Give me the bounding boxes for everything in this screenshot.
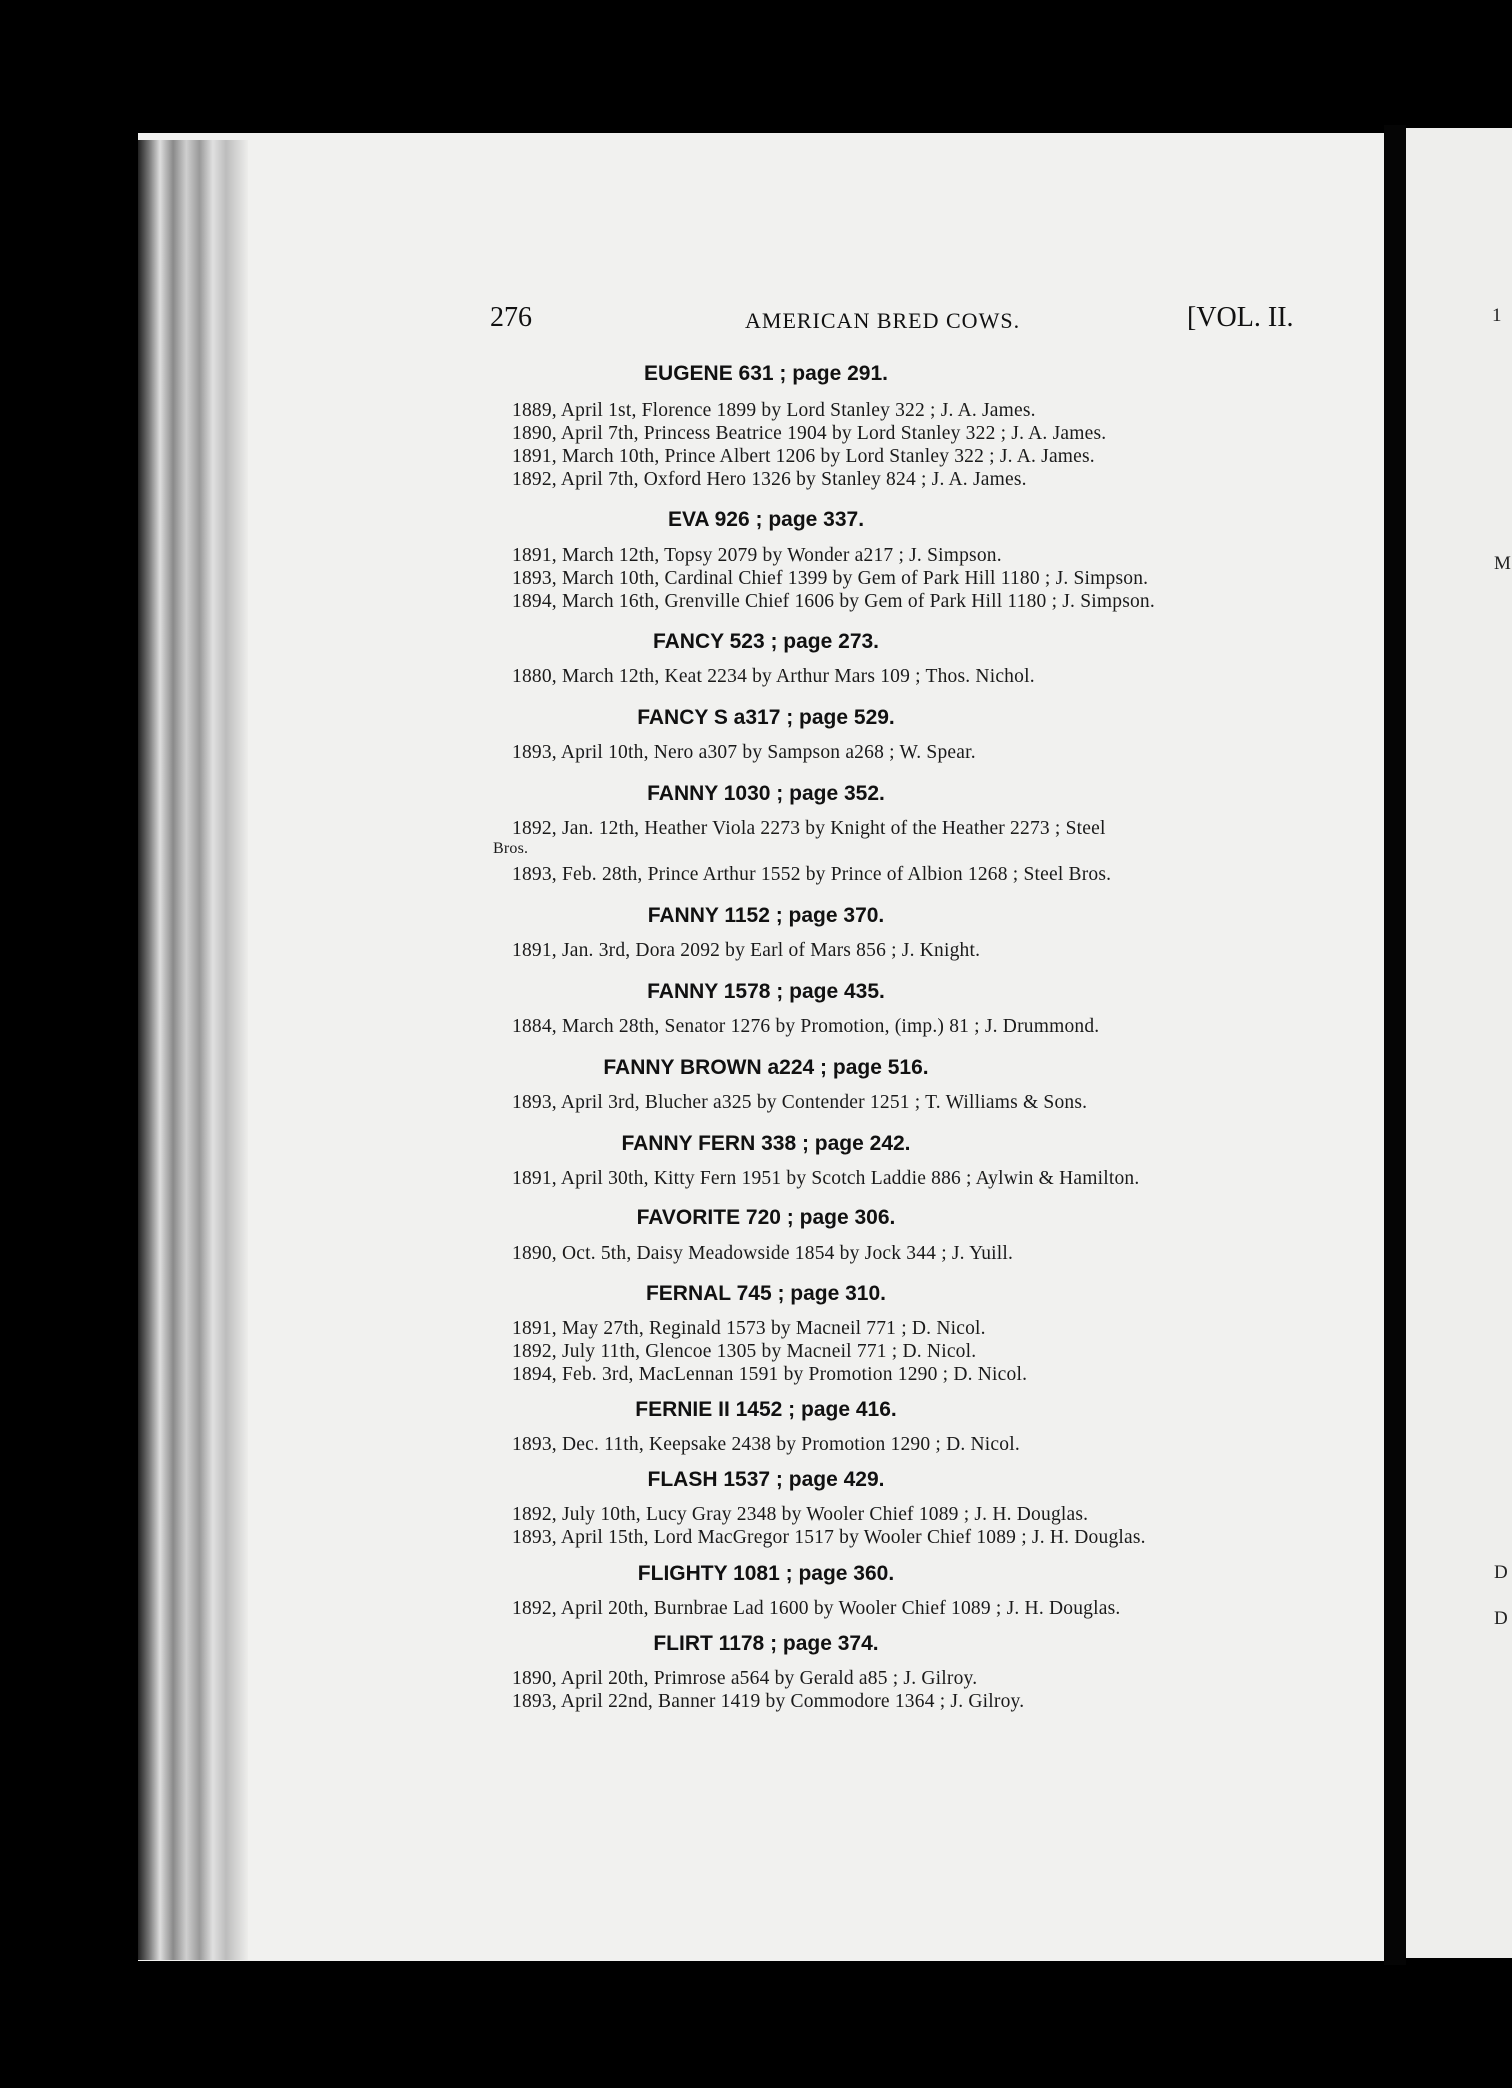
entry-record: 1892, April 20th, Burnbrae Lad 1600 by Wooler Chief 1089 ; J. H. Douglas. [512, 1598, 1121, 1619]
volume-label: [VOL. II. [1187, 302, 1294, 333]
entry-record: 1892, July 10th, Lucy Gray 2348 by Wooler Chief 1089 ; J. H. Douglas. [512, 1504, 1089, 1525]
entry-title: FANNY 1578 ; page 435. [647, 980, 885, 1003]
entry-record: 1892, Jan. 12th, Heather Viola 2273 by Knight of the Heather 2273 ; Steel [512, 818, 1106, 839]
page-number: 276 [490, 302, 532, 333]
entry-record: 1890, Oct. 5th, Daisy Meadowside 1854 by Jock 344 ; J. Yuill. [512, 1243, 1014, 1264]
entry-record: 1893, April 22nd, Banner 1419 by Commodore 1364 ; J. Gilroy. [512, 1691, 1025, 1712]
running-title: AMERICAN BRED COWS. [745, 308, 1021, 333]
entry-title: FANNY 1030 ; page 352. [647, 782, 885, 805]
entry-title: EVA 926 ; page 337. [667, 508, 865, 531]
page-edge-stack [138, 140, 248, 1960]
entry-title: FANNY FERN 338 ; page 242. [621, 1132, 911, 1155]
entry-title: FANNY 1152 ; page 370. [647, 904, 885, 927]
entry-record: 1890, April 20th, Primrose a564 by Gerald a85 ; J. Gilroy. [512, 1668, 978, 1689]
facing-page-fragment: D [1494, 1608, 1508, 1629]
entry-record: 1892, July 11th, Glencoe 1305 by Macneil 771 ; D. Nicol. [512, 1341, 977, 1362]
entry-record: 1891, March 12th, Topsy 2079 by Wonder a217 ; J. Simpson. [512, 545, 1002, 566]
entry-title: FLIGHTY 1081 ; page 360. [637, 1562, 895, 1585]
entry-record: 1889, April 1st, Florence 1899 by Lord Stanley 322 ; J. A. James. [512, 400, 1036, 421]
entry-record: 1894, Feb. 3rd, MacLennan 1591 by Promotion 1290 ; D. Nicol. [512, 1364, 1028, 1385]
entry-record-continuation: Bros. [493, 840, 529, 857]
entry-record: 1884, March 28th, Senator 1276 by Promotion, (imp.) 81 ; J. Drummond. [512, 1016, 1100, 1037]
entry-record: 1880, March 12th, Keat 2234 by Arthur Mars 109 ; Thos. Nichol. [512, 666, 1035, 687]
facing-page-fragment: M [1494, 553, 1511, 574]
entry-title: FANCY 523 ; page 273. [652, 630, 880, 653]
entry-record: 1893, Dec. 11th, Keepsake 2438 by Promotion 1290 ; D. Nicol. [512, 1434, 1020, 1455]
entry-title: FERNIE II 1452 ; page 416. [635, 1398, 897, 1421]
entry-record: 1891, Jan. 3rd, Dora 2092 by Earl of Mars 856 ; J. Knight. [512, 940, 981, 961]
book-gutter [1384, 125, 1406, 1965]
entry-title: FLIRT 1178 ; page 374. [653, 1632, 879, 1655]
entry-record: 1891, April 30th, Kitty Fern 1951 by Scotch Laddie 886 ; Aylwin & Hamilton. [512, 1168, 1140, 1189]
entry-title: FAVORITE 720 ; page 306. [636, 1206, 896, 1229]
facing-page-fragment: 1 [1492, 305, 1502, 326]
entry-record: 1891, March 10th, Prince Albert 1206 by Lord Stanley 322 ; J. A. James. [512, 446, 1095, 467]
entry-record: 1891, May 27th, Reginald 1573 by Macneil 771 ; D. Nicol. [512, 1318, 986, 1339]
entry-record: 1893, April 15th, Lord MacGregor 1517 by Wooler Chief 1089 ; J. H. Douglas. [512, 1527, 1146, 1548]
entry-title: FERNAL 745 ; page 310. [645, 1282, 887, 1305]
entry-title: FANNY BROWN a224 ; page 516. [603, 1056, 929, 1079]
entry-record: 1893, April 3rd, Blucher a325 by Contender 1251 ; T. Williams & Sons. [512, 1092, 1088, 1113]
entry-title: FLASH 1537 ; page 429. [647, 1468, 885, 1491]
facing-page [1406, 128, 1512, 1958]
facing-page-fragment: D [1494, 1562, 1508, 1583]
entry-record: 1893, March 10th, Cardinal Chief 1399 by Gem of Park Hill 1180 ; J. Simpson. [512, 568, 1149, 589]
entry-title: EUGENE 631 ; page 291. [644, 362, 888, 385]
entry-record: 1894, March 16th, Grenville Chief 1606 by Gem of Park Hill 1180 ; J. Simpson. [512, 591, 1155, 612]
entry-record: 1893, Feb. 28th, Prince Arthur 1552 by Prince of Albion 1268 ; Steel Bros. [512, 864, 1112, 885]
entry-title: FANCY S a317 ; page 529. [637, 706, 895, 729]
entry-record: 1892, April 7th, Oxford Hero 1326 by Stanley 824 ; J. A. James. [512, 469, 1027, 490]
entry-record: 1890, April 7th, Princess Beatrice 1904 by Lord Stanley 322 ; J. A. James. [512, 423, 1107, 444]
entry-record: 1893, April 10th, Nero a307 by Sampson a268 ; W. Spear. [512, 742, 976, 763]
